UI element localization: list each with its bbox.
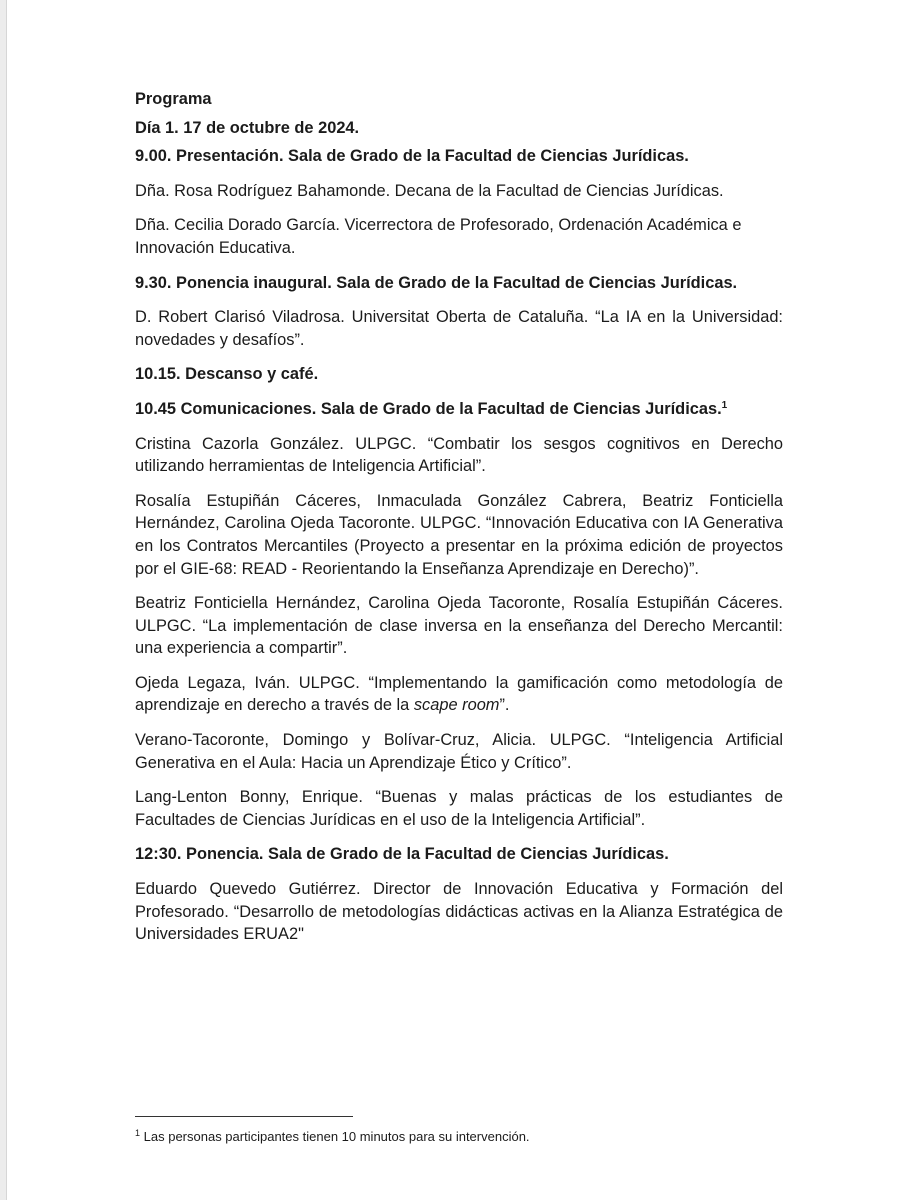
footnote-text: Las personas participantes tienen 10 minutos para su intervención.	[143, 1129, 530, 1144]
program-heading: Programa	[135, 90, 212, 108]
document-body	[135, 88, 783, 958]
program-item-ojeda-legaza-text: Ojeda Legaza, Iván. ULPGC. “Implementando la gamificación como metodología de aprendizaje en derecho a través de la	[135, 673, 783, 715]
program-item-ojeda-legaza-end: ”.	[499, 696, 510, 715]
session-ponencia: 12:30. Ponencia. Sala de Grado de la Facultad de Ciencias Jurídicas.	[135, 845, 669, 864]
footnote-marker: 1	[135, 1128, 141, 1138]
program-item-decana: Dña. Rosa Rodríguez Bahamonde. Decana de la Facultad de Ciencias Jurídicas.	[135, 181, 724, 200]
program-item-verano: Verano-Tacoronte, Domingo y Bolívar-Cruz, Alicia. ULPGC. “Inteligencia Artificial Generativa en el Aula: Hacia un Aprendizaje Ético y Crítico”.	[135, 731, 783, 772]
session-comunicaciones-text: 10.45 Comunicaciones. Sala de Grado de la Facultad de Ciencias Jurídicas.	[135, 399, 722, 418]
program-item-quevedo: Eduardo Quevedo Gutiérrez. Director de Innovación Educativa y Formación del Profesorado. “Desarrollo de metodologías didácticas activas en la Alianza Estratégica de Universidades ERUA2"	[135, 880, 783, 944]
session-ponencia-inaugural: 9.30. Ponencia inaugural. Sala de Grado de la Facultad de Ciencias Jurídicas.	[135, 273, 738, 292]
program-item-clariso: D. Robert Clarisó Viladrosa. Universitat Oberta de Cataluña. “La IA en la Universidad: novedades y desafíos”.	[135, 308, 783, 349]
footnote-reference[interactable]: 1	[721, 399, 728, 411]
session-presentacion: 9.00. Presentación. Sala de Grado de la Facultad de Ciencias Jurídicas.	[135, 147, 689, 166]
footnote-separator	[135, 1116, 353, 1117]
program-item-lang-lenton: Lang-Lenton Bonny, Enrique. “Buenas y malas prácticas de los estudiantes de Facultades de Ciencias Jurídicas en el uso de la Inteligencia Artificial”.	[135, 788, 783, 829]
day-heading: Día 1. 17 de octubre de 2024.	[135, 118, 360, 137]
program-item-estupinan: Rosalía Estupiñán Cáceres, Inmaculada González Cabrera, Beatriz Fonticiella Hernández, Carolina Ojeda Tacoronte. ULPGC. “Innovación Educativa con IA Generativa en los Contratos Mercantiles (Proyecto a presentar en la próxima edición de proyectos por el GIE-68: READ - Reorientando la Enseñanza Aprendizaje en Derecho)”.	[135, 491, 783, 578]
session-descanso: 10.15. Descanso y café.	[135, 365, 319, 384]
session-comunicaciones	[135, 398, 783, 421]
footnote	[135, 1128, 783, 1146]
program-item-fonticiella: Beatriz Fonticiella Hernández, Carolina Ojeda Tacoronte, Rosalía Estupiñán Cáceres. ULPGC. “La implementación de clase inversa en la enseñanza del Derecho Mercantil: una experiencia a compartir”.	[135, 594, 783, 658]
program-item-cazorla: Cristina Cazorla González. ULPGC. “Combatir los sesgos cognitivos en Derecho utilizando herramientas de Inteligencia Artificial”.	[135, 434, 783, 476]
program-item-vicerrectora: Dña. Cecilia Dorado García. Vicerrectora de Profesorado, Ordenación Académica e Innovación Educativa.	[135, 216, 742, 257]
document-page	[6, 0, 912, 1200]
program-item-ojeda-legaza-italic: scape room	[413, 696, 500, 715]
program-item-ojeda-legaza	[135, 672, 783, 717]
